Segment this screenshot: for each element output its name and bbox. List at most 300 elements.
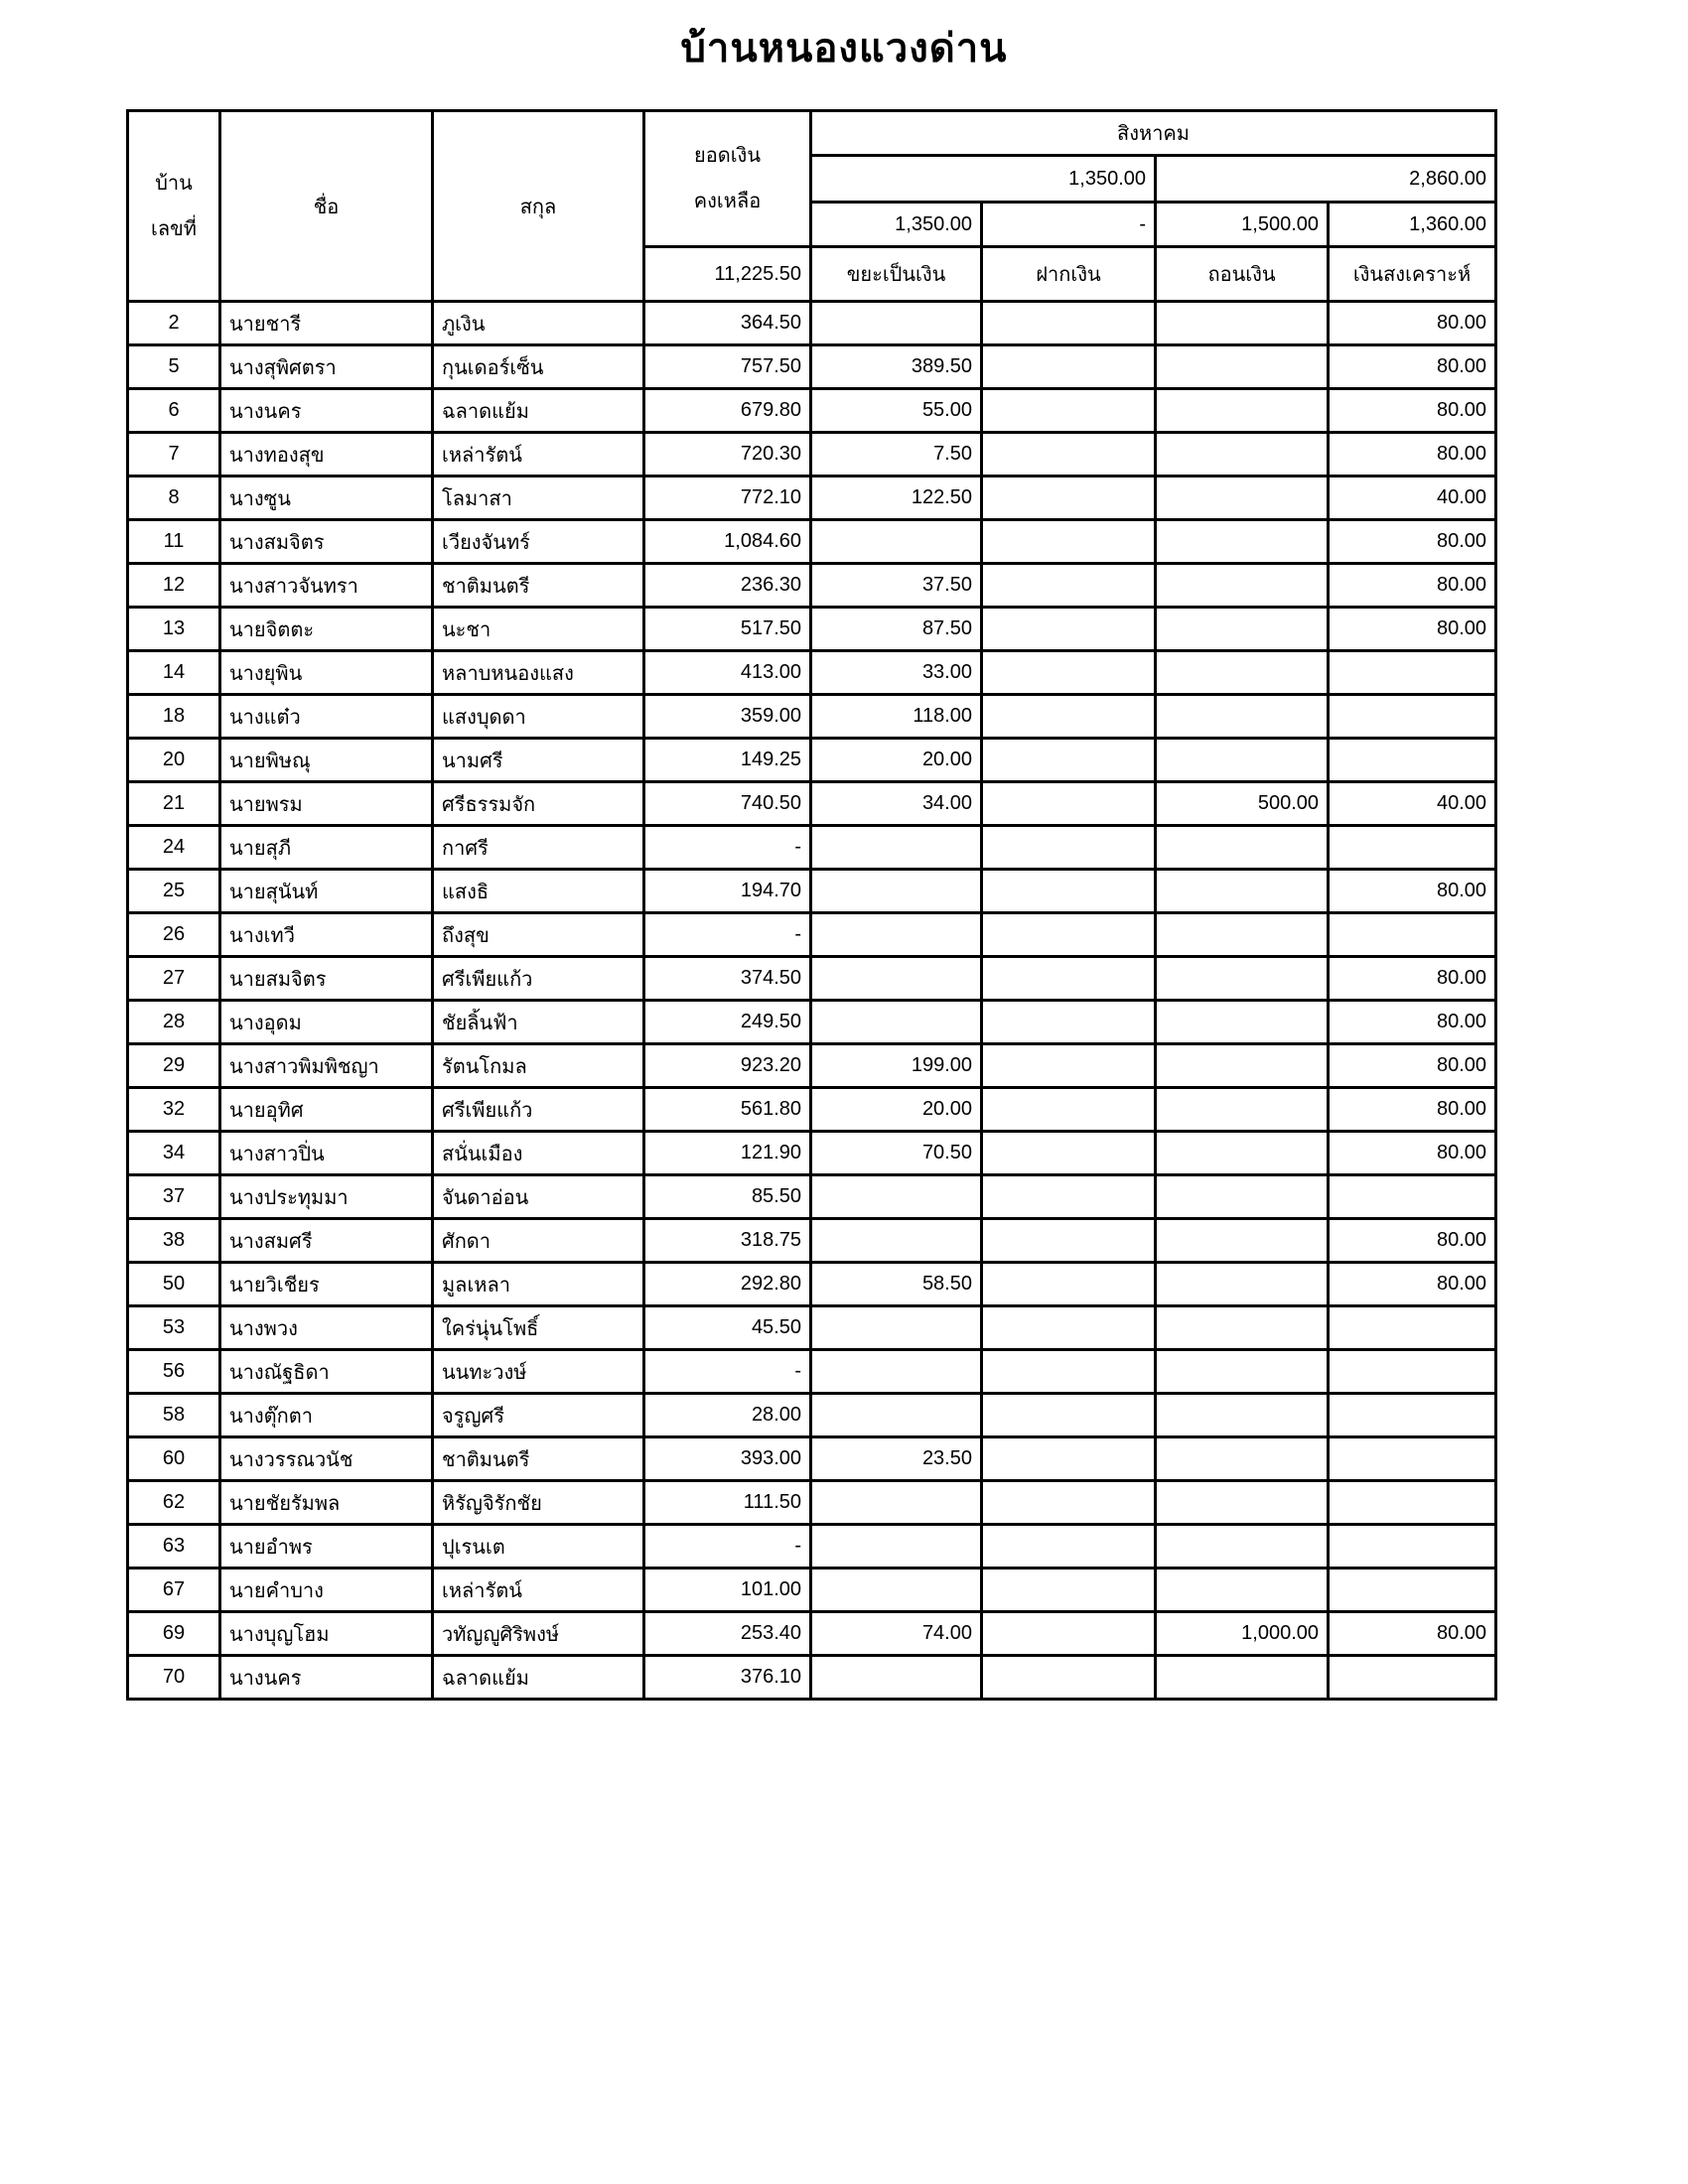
- balance-cell: 194.70: [644, 870, 811, 913]
- name-cell: นางสาวจันทรา: [220, 564, 433, 608]
- deposit-cell: [982, 1088, 1156, 1132]
- header-month-right-subtotal: 2,860.00: [1156, 156, 1496, 203]
- balance-cell: 28.00: [644, 1394, 811, 1437]
- house-no-cell: 7: [128, 433, 220, 477]
- header-house-no-line1: บ้าน: [155, 172, 193, 195]
- balance-cell: 757.50: [644, 345, 811, 389]
- withdraw-cell: [1156, 1656, 1329, 1700]
- trash-money-cell: [811, 1350, 982, 1394]
- deposit-cell: [982, 564, 1156, 608]
- surname-cell: ศรีเพียแก้ว: [433, 957, 644, 1001]
- deposit-cell: [982, 913, 1156, 957]
- header-welfare-column: เงินสงเคราะห์: [1329, 247, 1496, 302]
- balance-cell: 121.90: [644, 1132, 811, 1175]
- name-cell: นางพวง: [220, 1306, 433, 1350]
- surname-cell: หลาบหนองแสง: [433, 651, 644, 695]
- trash-money-cell: [811, 1175, 982, 1219]
- welfare-cell: 80.00: [1329, 1263, 1496, 1306]
- ledger-table: [126, 109, 1497, 1701]
- trash-money-cell: 20.00: [811, 1088, 982, 1132]
- welfare-cell: 80.00: [1329, 957, 1496, 1001]
- house-no-cell: 27: [128, 957, 220, 1001]
- welfare-cell: 80.00: [1329, 345, 1496, 389]
- welfare-cell: 80.00: [1329, 1132, 1496, 1175]
- surname-cell: เหล่ารัตน์: [433, 1569, 644, 1612]
- withdraw-cell: [1156, 870, 1329, 913]
- surname-cell: ศักดา: [433, 1219, 644, 1263]
- balance-cell: 740.50: [644, 782, 811, 826]
- name-cell: นางวรรณวนัช: [220, 1437, 433, 1481]
- surname-cell: วทัญญูศิริพงษ์: [433, 1612, 644, 1656]
- withdraw-cell: [1156, 389, 1329, 433]
- house-no-cell: 32: [128, 1088, 220, 1132]
- table-row: [128, 1306, 1496, 1350]
- house-no-cell: 58: [128, 1394, 220, 1437]
- name-cell: นางตุ๊กตา: [220, 1394, 433, 1437]
- name-cell: นางนคร: [220, 389, 433, 433]
- surname-cell: ชาติมนตรี: [433, 564, 644, 608]
- welfare-cell: 80.00: [1329, 1219, 1496, 1263]
- table-row: [128, 608, 1496, 651]
- name-cell: นายคำบาง: [220, 1569, 433, 1612]
- trash-money-cell: [811, 1001, 982, 1044]
- table-row: [128, 1175, 1496, 1219]
- ledger-body: [128, 302, 1496, 1700]
- deposit-cell: [982, 1612, 1156, 1656]
- trash-money-cell: 7.50: [811, 433, 982, 477]
- withdraw-cell: [1156, 826, 1329, 870]
- balance-cell: 45.50: [644, 1306, 811, 1350]
- balance-cell: 318.75: [644, 1219, 811, 1263]
- withdraw-cell: [1156, 1481, 1329, 1525]
- house-no-cell: 62: [128, 1481, 220, 1525]
- withdraw-cell: 500.00: [1156, 782, 1329, 826]
- trash-money-cell: 33.00: [811, 651, 982, 695]
- surname-cell: หิรัญจิรักชัย: [433, 1481, 644, 1525]
- balance-cell: 923.20: [644, 1044, 811, 1088]
- name-cell: นางยุพิน: [220, 651, 433, 695]
- deposit-cell: [982, 477, 1156, 520]
- house-no-cell: 53: [128, 1306, 220, 1350]
- surname-cell: ฉลาดแย้ม: [433, 389, 644, 433]
- withdraw-cell: [1156, 1437, 1329, 1481]
- name-cell: นางทองสุข: [220, 433, 433, 477]
- withdraw-cell: [1156, 1175, 1329, 1219]
- withdraw-cell: [1156, 345, 1329, 389]
- withdraw-cell: [1156, 1350, 1329, 1394]
- house-no-cell: 11: [128, 520, 220, 564]
- name-cell: นายวิเชียร: [220, 1263, 433, 1306]
- withdraw-cell: [1156, 739, 1329, 782]
- balance-cell: -: [644, 1350, 811, 1394]
- balance-cell: 101.00: [644, 1569, 811, 1612]
- deposit-cell: [982, 1481, 1156, 1525]
- house-no-cell: 29: [128, 1044, 220, 1088]
- house-no-cell: 37: [128, 1175, 220, 1219]
- name-cell: นายพิษณุ: [220, 739, 433, 782]
- trash-money-cell: [811, 302, 982, 345]
- welfare-cell: 80.00: [1329, 1001, 1496, 1044]
- surname-cell: ถึงสุข: [433, 913, 644, 957]
- house-no-cell: 67: [128, 1569, 220, 1612]
- name-cell: นางซูน: [220, 477, 433, 520]
- welfare-cell: [1329, 1569, 1496, 1612]
- table-row: [128, 564, 1496, 608]
- trash-money-cell: [811, 826, 982, 870]
- welfare-cell: 40.00: [1329, 477, 1496, 520]
- balance-cell: 292.80: [644, 1263, 811, 1306]
- deposit-cell: [982, 1263, 1156, 1306]
- surname-cell: ชัยลิ้นฟ้า: [433, 1001, 644, 1044]
- balance-cell: 1,084.60: [644, 520, 811, 564]
- house-no-cell: 34: [128, 1132, 220, 1175]
- surname-cell: เวียงจันทร์: [433, 520, 644, 564]
- surname-cell: ใคร่นุ่นโพธิ์: [433, 1306, 644, 1350]
- table-row: [128, 1656, 1496, 1700]
- trash-money-cell: 87.50: [811, 608, 982, 651]
- welfare-cell: 80.00: [1329, 433, 1496, 477]
- withdraw-cell: [1156, 477, 1329, 520]
- deposit-cell: [982, 1525, 1156, 1569]
- welfare-cell: [1329, 1656, 1496, 1700]
- surname-cell: ฉลาดแย้ม: [433, 1656, 644, 1700]
- house-no-cell: 8: [128, 477, 220, 520]
- house-no-cell: 12: [128, 564, 220, 608]
- trash-money-cell: [811, 913, 982, 957]
- deposit-cell: [982, 739, 1156, 782]
- name-cell: นางประทุมมา: [220, 1175, 433, 1219]
- table-row: [128, 1612, 1496, 1656]
- deposit-cell: [982, 695, 1156, 739]
- balance-cell: 376.10: [644, 1656, 811, 1700]
- table-row: [128, 1350, 1496, 1394]
- surname-cell: ชาติมนตรี: [433, 1437, 644, 1481]
- table-row: [128, 870, 1496, 913]
- balance-cell: -: [644, 913, 811, 957]
- house-no-cell: 21: [128, 782, 220, 826]
- name-cell: นายสุนันท์: [220, 870, 433, 913]
- table-row: [128, 695, 1496, 739]
- trash-money-cell: 70.50: [811, 1132, 982, 1175]
- deposit-cell: [982, 957, 1156, 1001]
- header-month-left-subtotal: 1,350.00: [811, 156, 1156, 203]
- withdraw-cell: [1156, 1306, 1329, 1350]
- header-trash-money-column: ขยะเป็นเงิน: [811, 247, 982, 302]
- withdraw-cell: [1156, 1044, 1329, 1088]
- header-balance-total: 11,225.50: [644, 247, 811, 302]
- welfare-cell: 80.00: [1329, 302, 1496, 345]
- table-row: [128, 1525, 1496, 1569]
- withdraw-cell: [1156, 651, 1329, 695]
- welfare-cell: 80.00: [1329, 389, 1496, 433]
- withdraw-cell: [1156, 913, 1329, 957]
- trash-money-cell: [811, 1656, 982, 1700]
- balance-cell: 149.25: [644, 739, 811, 782]
- balance-cell: 253.40: [644, 1612, 811, 1656]
- balance-cell: 720.30: [644, 433, 811, 477]
- header-deposit-total: -: [982, 203, 1156, 247]
- welfare-cell: [1329, 1394, 1496, 1437]
- name-cell: นายอุทิศ: [220, 1088, 433, 1132]
- trash-money-cell: [811, 1569, 982, 1612]
- withdraw-cell: [1156, 302, 1329, 345]
- surname-cell: แสงบุดดา: [433, 695, 644, 739]
- table-row: [128, 651, 1496, 695]
- balance-cell: 679.80: [644, 389, 811, 433]
- house-no-cell: 14: [128, 651, 220, 695]
- deposit-cell: [982, 302, 1156, 345]
- withdraw-cell: [1156, 608, 1329, 651]
- house-no-cell: 28: [128, 1001, 220, 1044]
- trash-money-cell: 23.50: [811, 1437, 982, 1481]
- balance-cell: -: [644, 1525, 811, 1569]
- balance-cell: 772.10: [644, 477, 811, 520]
- surname-cell: แสงธิ: [433, 870, 644, 913]
- table-row: [128, 957, 1496, 1001]
- surname-cell: กาศรี: [433, 826, 644, 870]
- withdraw-cell: [1156, 957, 1329, 1001]
- trash-money-cell: [811, 1525, 982, 1569]
- surname-cell: นะชา: [433, 608, 644, 651]
- table-row: [128, 389, 1496, 433]
- deposit-cell: [982, 1044, 1156, 1088]
- trash-money-cell: 118.00: [811, 695, 982, 739]
- deposit-cell: [982, 433, 1156, 477]
- header-row-month: [128, 111, 1496, 156]
- table-row: [128, 1219, 1496, 1263]
- welfare-cell: [1329, 1437, 1496, 1481]
- deposit-cell: [982, 520, 1156, 564]
- table-row: [128, 520, 1496, 564]
- surname-cell: โลมาสา: [433, 477, 644, 520]
- table-row: [128, 826, 1496, 870]
- balance-cell: 413.00: [644, 651, 811, 695]
- trash-money-cell: [811, 1306, 982, 1350]
- balance-cell: 249.50: [644, 1001, 811, 1044]
- table-row: [128, 1394, 1496, 1437]
- welfare-cell: [1329, 1175, 1496, 1219]
- name-cell: นางอุดม: [220, 1001, 433, 1044]
- trash-money-cell: [811, 520, 982, 564]
- house-no-cell: 38: [128, 1219, 220, 1263]
- welfare-cell: 80.00: [1329, 870, 1496, 913]
- table-row: [128, 1263, 1496, 1306]
- surname-cell: เหล่ารัตน์: [433, 433, 644, 477]
- name-cell: นางเทวี: [220, 913, 433, 957]
- table-row: [128, 1569, 1496, 1612]
- house-no-cell: 26: [128, 913, 220, 957]
- house-no-cell: 56: [128, 1350, 220, 1394]
- welfare-cell: 80.00: [1329, 520, 1496, 564]
- table-row: [128, 1437, 1496, 1481]
- header-surname: สกุล: [433, 111, 644, 302]
- welfare-cell: 80.00: [1329, 608, 1496, 651]
- house-no-cell: 5: [128, 345, 220, 389]
- table-row: [128, 739, 1496, 782]
- name-cell: นางสมจิตร: [220, 520, 433, 564]
- balance-cell: 85.50: [644, 1175, 811, 1219]
- welfare-cell: [1329, 826, 1496, 870]
- surname-cell: สนั่นเมือง: [433, 1132, 644, 1175]
- table-row: [128, 477, 1496, 520]
- name-cell: นายชารี: [220, 302, 433, 345]
- header-balance-line2: คงเหลือ: [693, 191, 762, 212]
- balance-cell: 236.30: [644, 564, 811, 608]
- trash-money-cell: [811, 1219, 982, 1263]
- deposit-cell: [982, 1001, 1156, 1044]
- house-no-cell: 24: [128, 826, 220, 870]
- table-row: [128, 1481, 1496, 1525]
- table-row: [128, 433, 1496, 477]
- withdraw-cell: [1156, 520, 1329, 564]
- table-row: [128, 1132, 1496, 1175]
- balance-cell: 359.00: [644, 695, 811, 739]
- house-no-cell: 18: [128, 695, 220, 739]
- table-row: [128, 1088, 1496, 1132]
- table-row: [128, 913, 1496, 957]
- trash-money-cell: 37.50: [811, 564, 982, 608]
- deposit-cell: [982, 1656, 1156, 1700]
- withdraw-cell: [1156, 1263, 1329, 1306]
- surname-cell: รัตนโกมล: [433, 1044, 644, 1088]
- surname-cell: กุนเดอร์เซ็น: [433, 345, 644, 389]
- deposit-cell: [982, 1394, 1156, 1437]
- withdraw-cell: [1156, 1525, 1329, 1569]
- name-cell: นางสาวพิมพิชญา: [220, 1044, 433, 1088]
- trash-money-cell: [811, 957, 982, 1001]
- header-house-no-line2: เลขที่: [151, 217, 197, 240]
- trash-money-cell: 74.00: [811, 1612, 982, 1656]
- withdraw-cell: [1156, 1088, 1329, 1132]
- surname-cell: ศรีเพียแก้ว: [433, 1088, 644, 1132]
- header-withdraw-column: ถอนเงิน: [1156, 247, 1329, 302]
- withdraw-cell: [1156, 1394, 1329, 1437]
- welfare-cell: 80.00: [1329, 564, 1496, 608]
- ledger-header: [128, 111, 1496, 302]
- welfare-cell: [1329, 651, 1496, 695]
- name-cell: นายจิตตะ: [220, 608, 433, 651]
- header-trash-total: 1,350.00: [811, 203, 982, 247]
- header-balance: [644, 111, 811, 247]
- house-no-cell: 50: [128, 1263, 220, 1306]
- trash-money-cell: 34.00: [811, 782, 982, 826]
- house-no-cell: 13: [128, 608, 220, 651]
- trash-money-cell: 20.00: [811, 739, 982, 782]
- table-row: [128, 345, 1496, 389]
- name-cell: นางบุญโฮม: [220, 1612, 433, 1656]
- header-balance-line1: ยอดเงิน: [694, 145, 761, 167]
- name-cell: นางณัฐธิดา: [220, 1350, 433, 1394]
- name-cell: นายพรม: [220, 782, 433, 826]
- deposit-cell: [982, 782, 1156, 826]
- deposit-cell: [982, 1437, 1156, 1481]
- deposit-cell: [982, 389, 1156, 433]
- surname-cell: นนทะวงษ์: [433, 1350, 644, 1394]
- deposit-cell: [982, 1350, 1156, 1394]
- house-no-cell: 69: [128, 1612, 220, 1656]
- surname-cell: นามศรี: [433, 739, 644, 782]
- house-no-cell: 60: [128, 1437, 220, 1481]
- welfare-cell: 80.00: [1329, 1612, 1496, 1656]
- trash-money-cell: [811, 1394, 982, 1437]
- name-cell: นายอำพร: [220, 1525, 433, 1569]
- deposit-cell: [982, 1175, 1156, 1219]
- welfare-cell: 40.00: [1329, 782, 1496, 826]
- name-cell: นางสมศรี: [220, 1219, 433, 1263]
- withdraw-cell: [1156, 1132, 1329, 1175]
- balance-cell: 393.00: [644, 1437, 811, 1481]
- surname-cell: ภูเงิน: [433, 302, 644, 345]
- trash-money-cell: 55.00: [811, 389, 982, 433]
- house-no-cell: 63: [128, 1525, 220, 1569]
- welfare-cell: 80.00: [1329, 1044, 1496, 1088]
- deposit-cell: [982, 1132, 1156, 1175]
- balance-cell: 374.50: [644, 957, 811, 1001]
- surname-cell: ศรีธรรมจัก: [433, 782, 644, 826]
- trash-money-cell: 122.50: [811, 477, 982, 520]
- withdraw-cell: [1156, 1219, 1329, 1263]
- trash-money-cell: 389.50: [811, 345, 982, 389]
- house-no-cell: 6: [128, 389, 220, 433]
- name-cell: นายสุภี: [220, 826, 433, 870]
- table-row: [128, 302, 1496, 345]
- house-no-cell: 2: [128, 302, 220, 345]
- welfare-cell: [1329, 913, 1496, 957]
- table-row: [128, 782, 1496, 826]
- withdraw-cell: [1156, 564, 1329, 608]
- withdraw-cell: [1156, 1001, 1329, 1044]
- welfare-cell: [1329, 1306, 1496, 1350]
- withdraw-cell: [1156, 1569, 1329, 1612]
- balance-cell: 111.50: [644, 1481, 811, 1525]
- table-row: [128, 1001, 1496, 1044]
- name-cell: นางแต๋ว: [220, 695, 433, 739]
- withdraw-cell: [1156, 433, 1329, 477]
- balance-cell: 561.80: [644, 1088, 811, 1132]
- name-cell: นางสุพิศตรา: [220, 345, 433, 389]
- welfare-cell: [1329, 695, 1496, 739]
- deposit-cell: [982, 826, 1156, 870]
- name-cell: นางนคร: [220, 1656, 433, 1700]
- header-month: สิงหาคม: [811, 111, 1496, 156]
- name-cell: นายชัยรัมพล: [220, 1481, 433, 1525]
- name-cell: นายสมจิตร: [220, 957, 433, 1001]
- welfare-cell: 80.00: [1329, 1088, 1496, 1132]
- deposit-cell: [982, 651, 1156, 695]
- deposit-cell: [982, 870, 1156, 913]
- surname-cell: จรูญศรี: [433, 1394, 644, 1437]
- header-house-no: [128, 111, 220, 302]
- surname-cell: มูลเหลา: [433, 1263, 644, 1306]
- deposit-cell: [982, 1219, 1156, 1263]
- withdraw-cell: [1156, 695, 1329, 739]
- page-title: บ้านหนองแวงด่าน: [680, 27, 1008, 70]
- trash-money-cell: [811, 870, 982, 913]
- welfare-cell: [1329, 1525, 1496, 1569]
- balance-cell: 517.50: [644, 608, 811, 651]
- trash-money-cell: 58.50: [811, 1263, 982, 1306]
- deposit-cell: [982, 608, 1156, 651]
- header-withdraw-total: 1,500.00: [1156, 203, 1329, 247]
- deposit-cell: [982, 1569, 1156, 1612]
- house-no-cell: 70: [128, 1656, 220, 1700]
- withdraw-cell: 1,000.00: [1156, 1612, 1329, 1656]
- welfare-cell: [1329, 739, 1496, 782]
- header-welfare-total: 1,360.00: [1329, 203, 1496, 247]
- name-cell: นางสาวปิ่น: [220, 1132, 433, 1175]
- header-name: ชื่อ: [220, 111, 433, 302]
- trash-money-cell: [811, 1481, 982, 1525]
